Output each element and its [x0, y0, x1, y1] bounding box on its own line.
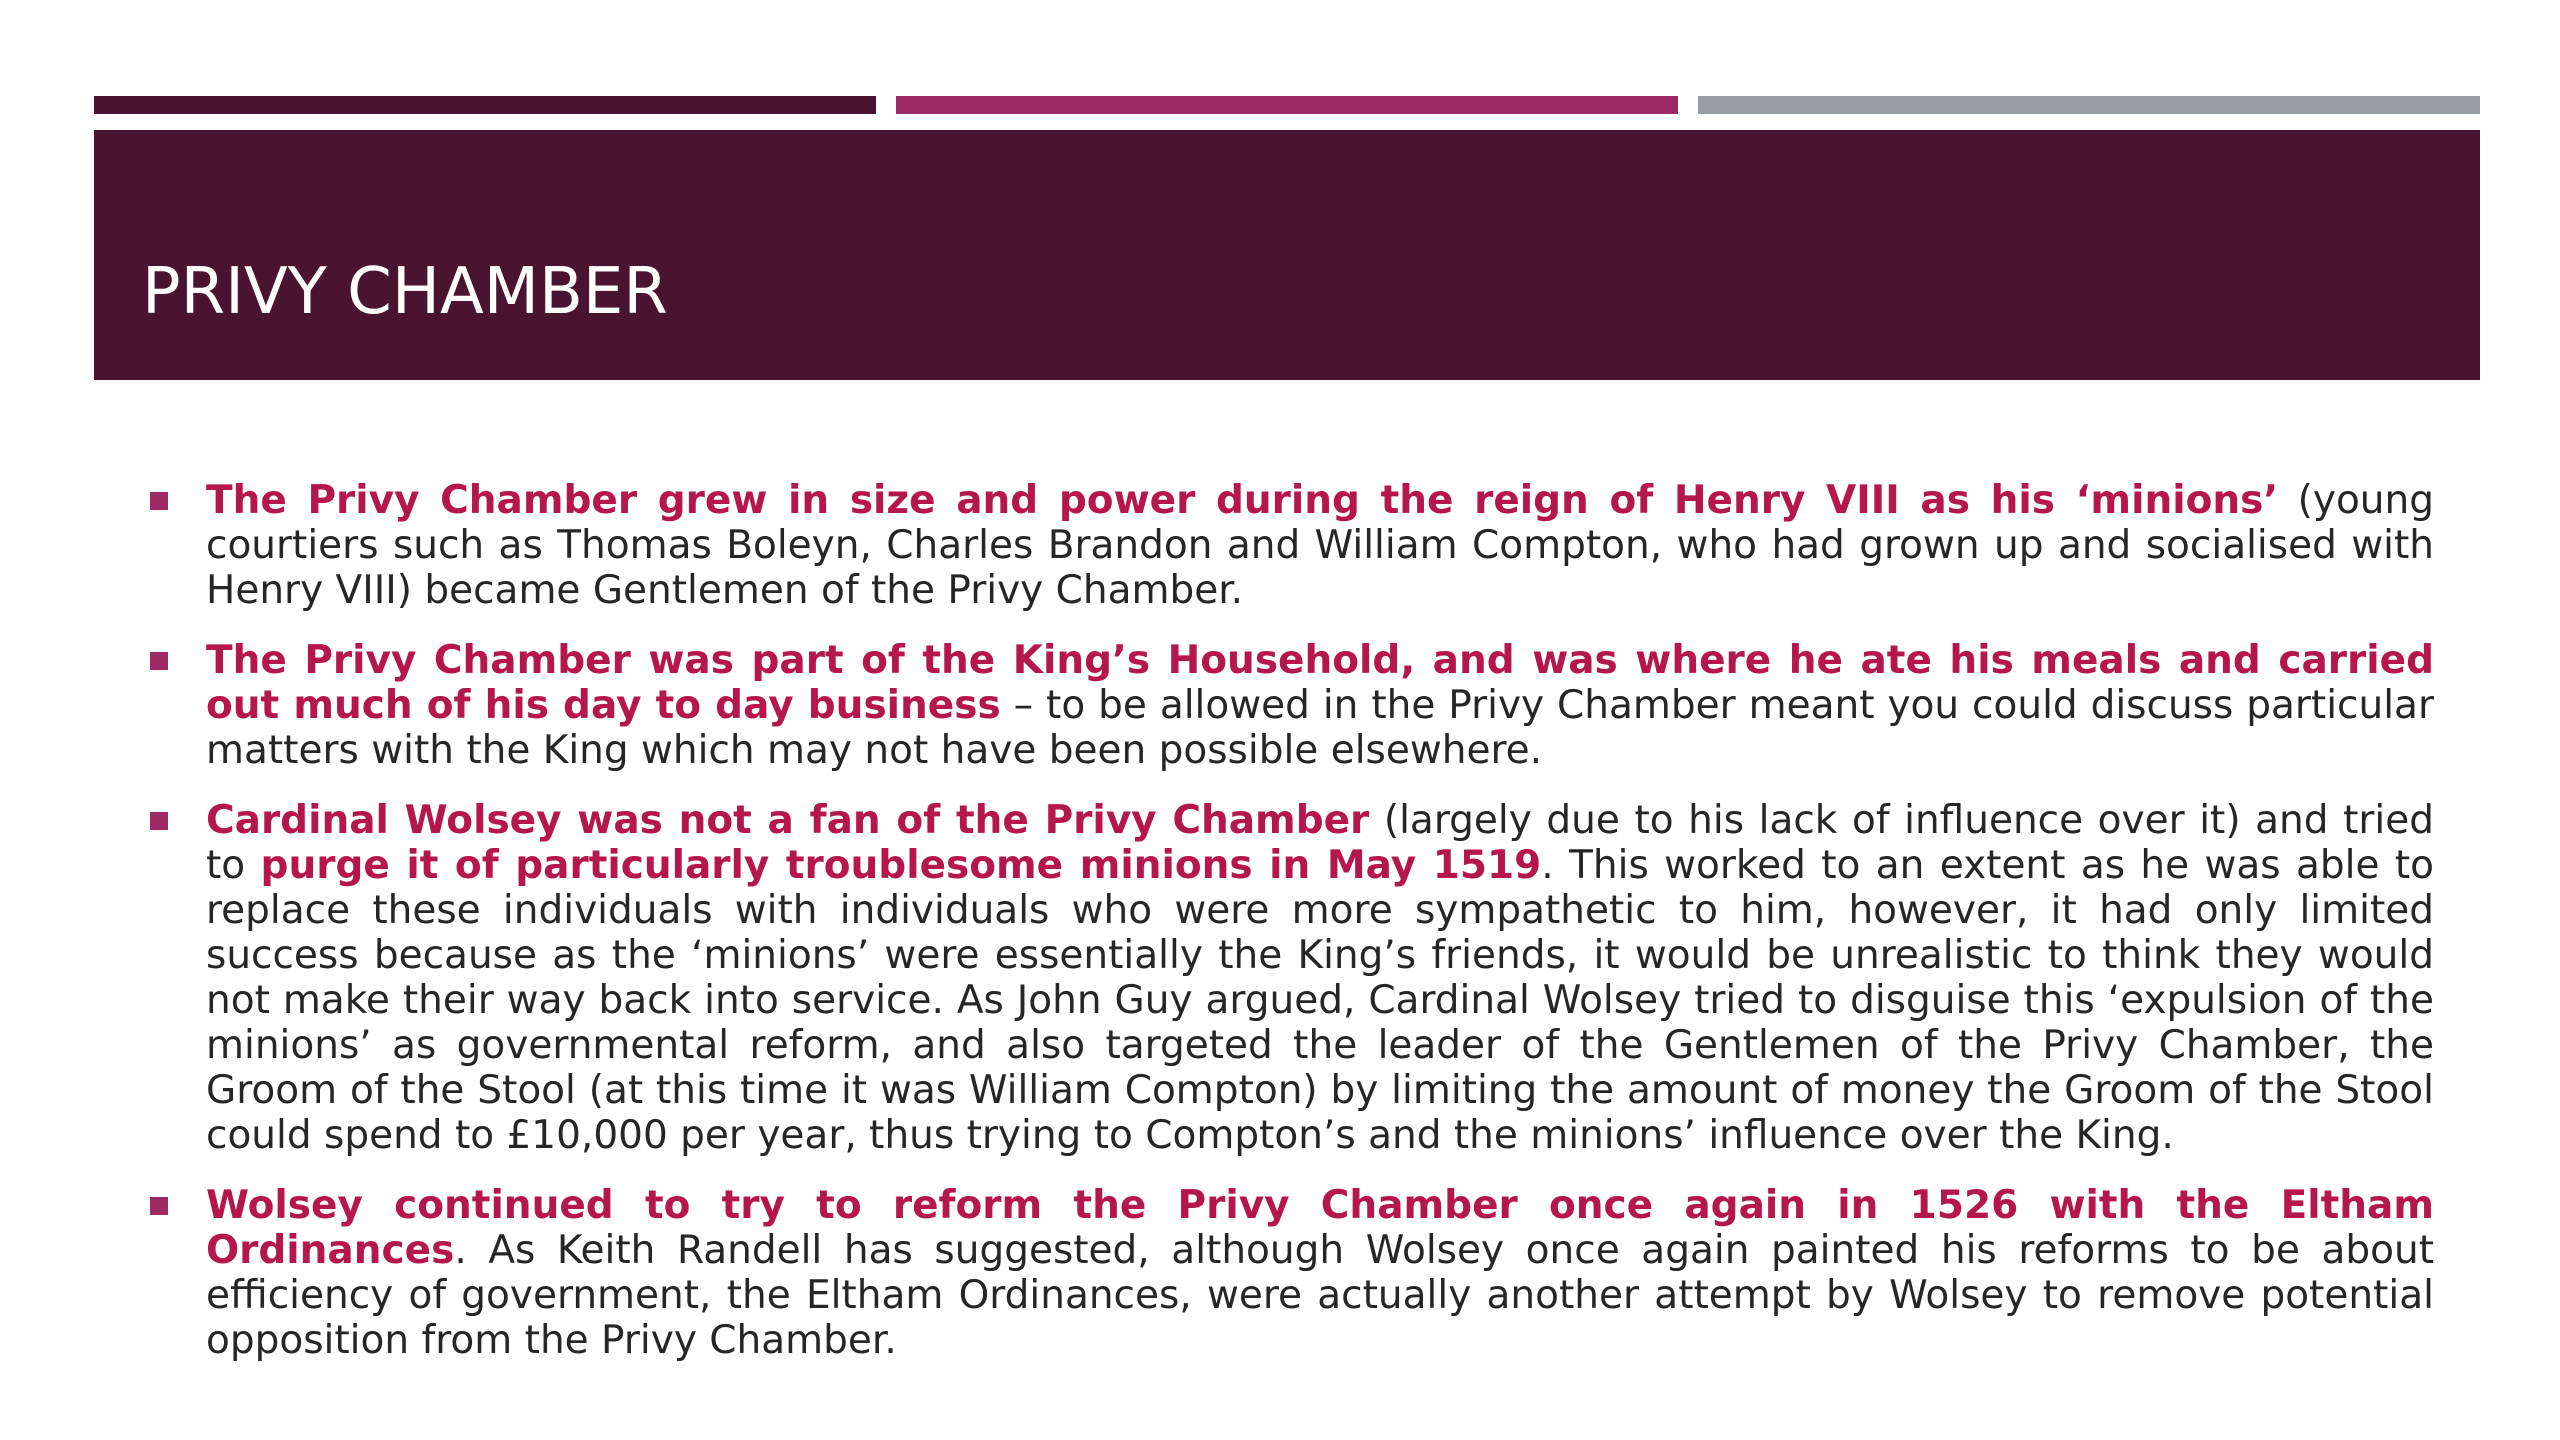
bullet-highlight-text: The Privy Chamber was part of the King’s Household, and was where he ate his meals and carried out much of his day to day business — [206, 638, 2434, 728]
bullet-highlight-text: purge it of particularly troublesome minions in May 1519 — [260, 843, 1542, 888]
bullet-highlight-text: Cardinal Wolsey was not a fan of the Privy Chamber — [206, 798, 1370, 843]
bullet-item — [150, 638, 2434, 773]
square-bullet-icon — [150, 652, 168, 670]
bullet-text: (largely due to his lack of influence over it) and tried to — [206, 798, 2434, 888]
bullet-text: . As Keith Randell has suggested, although Wolsey once again painted his reforms to be about efficiency of government, the Eltham Ordinances, were actually another attempt by Wolsey to remove potential opposition from the Privy Chamber. — [206, 1228, 2434, 1363]
accent-bar-grey — [1698, 96, 2480, 114]
bullet-highlight-text: Wolsey continued to try to reform the Privy Chamber once again in 1526 with the Eltham Ordinances — [206, 1183, 2434, 1273]
accent-bar-dark — [94, 96, 876, 114]
square-bullet-icon — [150, 1197, 168, 1215]
slide-content — [150, 478, 2434, 1388]
bullet-text: (young courtiers such as Thomas Boleyn, Charles Brandon and William Compton, who had grown up and socialised with Henry VIII) became Gentlemen of the Privy Chamber. — [206, 478, 2434, 613]
bullet-item — [150, 478, 2434, 613]
accent-bar-magenta — [896, 96, 1678, 114]
bullet-list — [150, 478, 2434, 1363]
slide-title: PRIVY CHAMBER — [142, 255, 668, 329]
bullet-item — [150, 798, 2434, 1158]
bullet-highlight-text: The Privy Chamber grew in size and power during the reign of Henry VIII as his ‘minions’ — [206, 478, 2279, 523]
square-bullet-icon — [150, 812, 168, 830]
bullet-text: . This worked to an extent as he was able to replace these individuals with individuals who were more sympathetic to him, however, it had only limited success because as the ‘minions’ were essentially the King’s friends, it would be unrealistic to think they would not make their way back into service. As John Guy argued, Cardinal Wolsey tried to disguise this ‘expulsion of the minions’ as governmental reform, and also targeted the leader of the Gentlemen of the Privy Chamber, the Groom of the Stool (at this time it was William Compton) by limiting the amount of money the Groom of the Stool could spend to £10,000 per year, thus trying to Compton’s and the minions’ influence over the King. — [206, 843, 2434, 1158]
square-bullet-icon — [150, 492, 168, 510]
title-band — [94, 130, 2480, 380]
bullet-item — [150, 1183, 2434, 1363]
bullet-text: – to be allowed in the Privy Chamber meant you could discuss particular matters with the King which may not have been possible elsewhere. — [206, 683, 2434, 773]
